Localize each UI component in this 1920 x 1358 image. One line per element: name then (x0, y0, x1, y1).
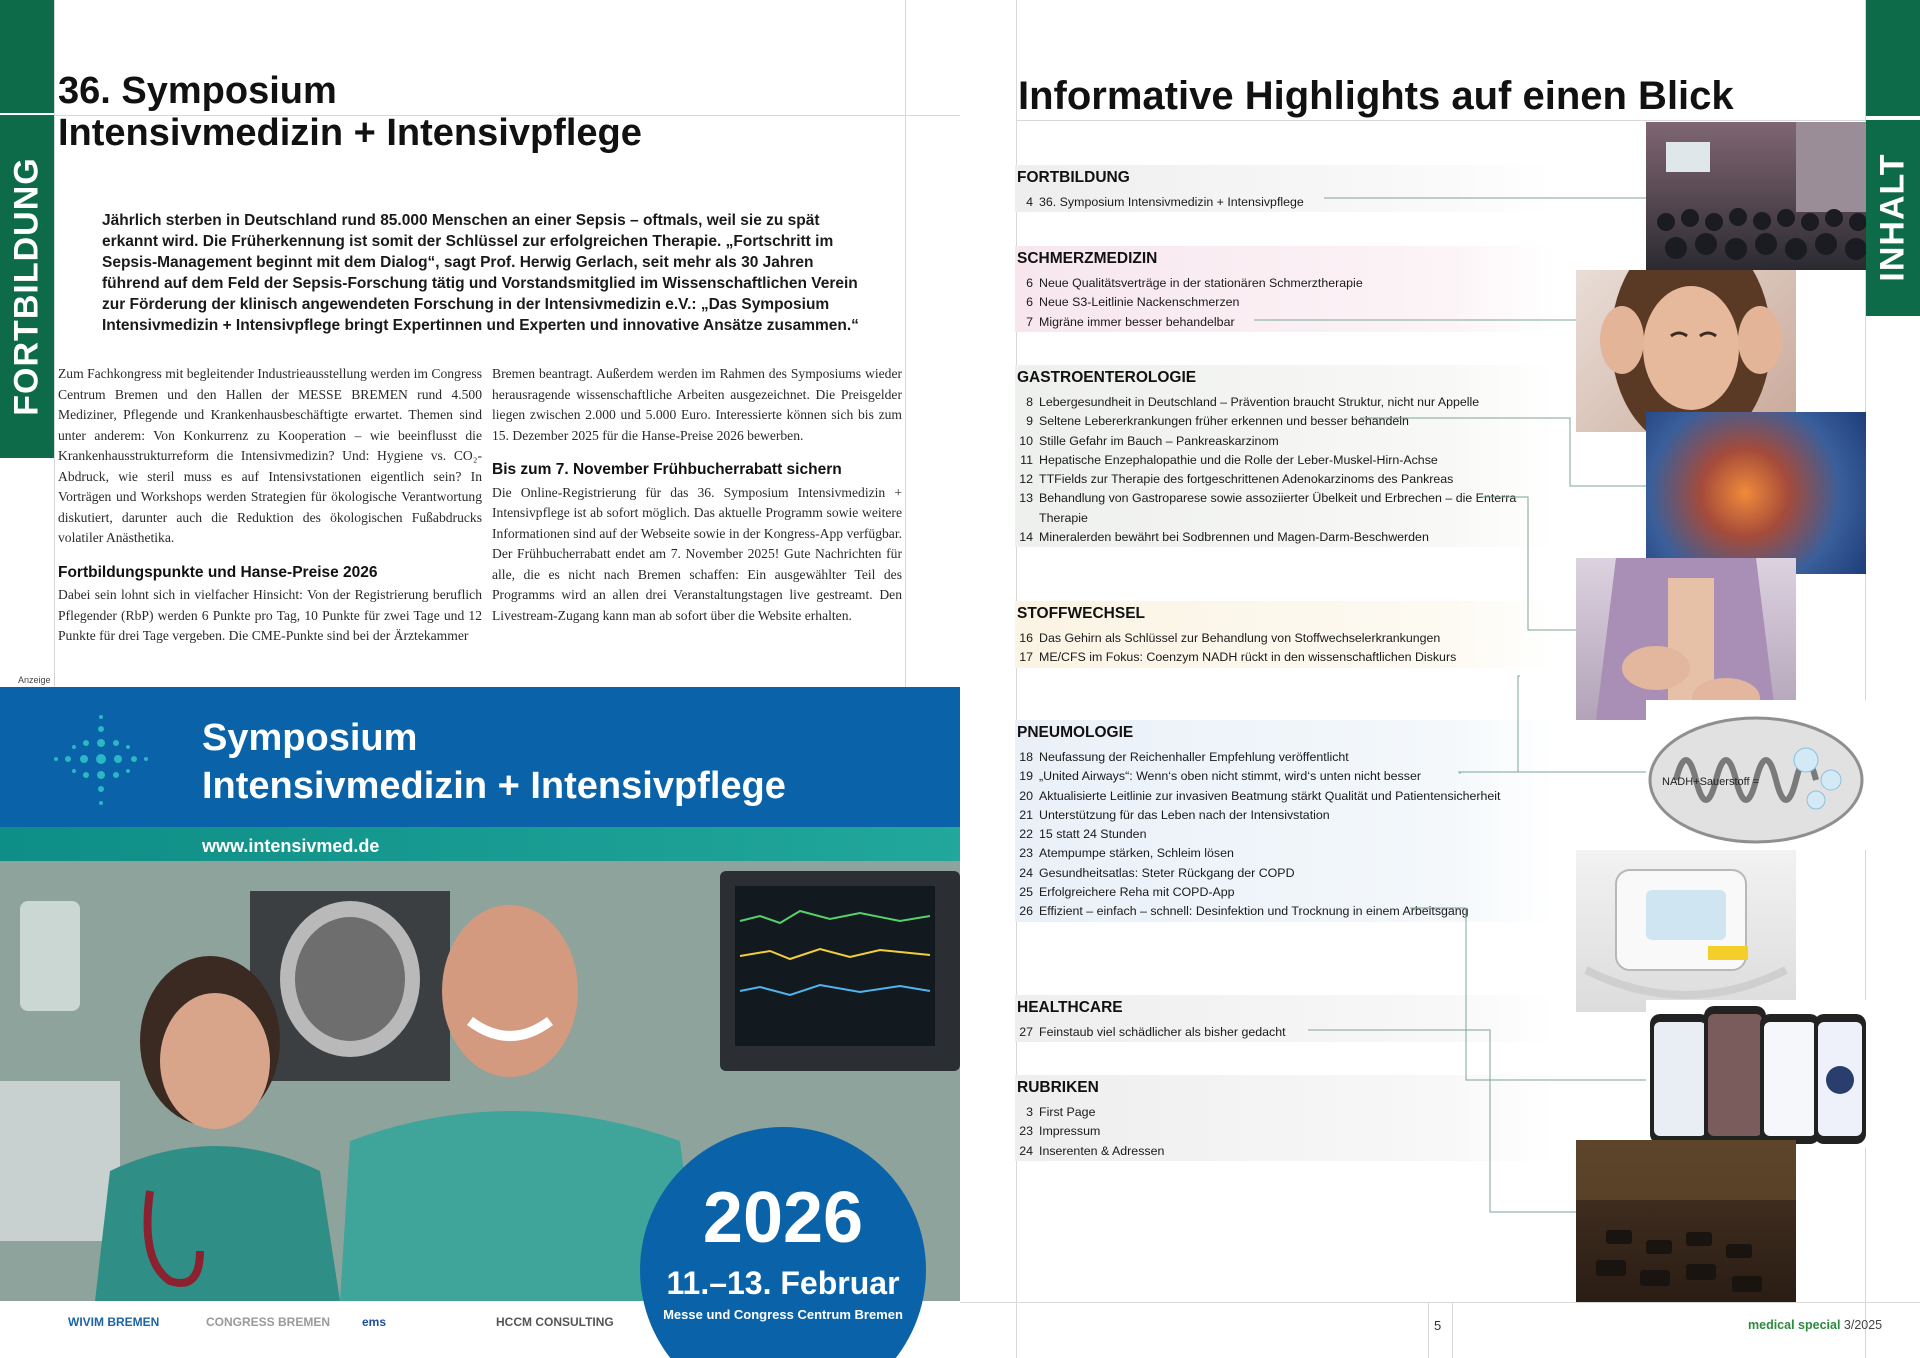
toc-entry-title: First Page (1039, 1105, 1096, 1119)
toc-section-heading: RUBRIKEN (1017, 1079, 1099, 1096)
toc-entry-title: Unterstützung für das Leben nach der Intensivstation (1039, 807, 1330, 822)
toc-page-number: 4 (1026, 195, 1033, 209)
toc-page-number: 8 (1026, 395, 1033, 409)
ad-title-line1: Symposium (202, 717, 418, 759)
section-tab (0, 115, 54, 458)
toc-entry-title: Behandlung von Gastroparese sowie assoziierter Übelkeit und Erbrechen – die Enterra Therapie (1039, 491, 1517, 525)
logo-wivim: WIVIM BREMEN (68, 1315, 160, 1329)
toc-entry-title: Seltene Lebererkrankungen früher erkennen und besser behandeln (1039, 414, 1409, 429)
toc-image-migraine-woman (1576, 270, 1796, 432)
toc-page-number: 11 (1020, 452, 1033, 467)
toc-page-number: 6 (1026, 295, 1033, 310)
toc-title: Informative Highlights auf einen Blick (1018, 74, 1734, 118)
toc-section-heading: PNEUMOLOGIE (1017, 724, 1134, 741)
toc-page-number: 12 (1019, 472, 1033, 487)
toc-entry-title: Neue Qualitätsverträge in der stationären Schmerztherapie (1039, 276, 1363, 290)
ad-header-band (0, 687, 960, 827)
toc-image-disinfection-device (1576, 850, 1796, 1012)
article-title-line1: 36. Symposium (58, 70, 337, 112)
migraine-woman-illustration (1576, 270, 1796, 432)
page-number: 5 (1434, 1318, 1442, 1333)
article-lead: Jährlich sterben in Deutschland rund 85.000 Menschen an einer Sepsis – oftmals, weil sie zu spät erkannt wird. Die Früherkennung ist somit der Schlüssel zur erfolgreichen Therapie. „Fortschritt im Sepsis-Management beginnt mit dem Dialog“, sagt Prof. Herwig Gerlach, seit mehr als 30 Jahren führend auf dem Feld der Sepsis-Forschung tätig und Vorstandsmitglied im Wissenschaftlichen Verein zur Förderung der klinisch angewendeten Forschung in der Intensivmedizin e.V.: „Das Symposium Intensivmedizin + Intensivpflege bringt Expertinnen und Experten und innovative Ansätze zusammen.“ (102, 212, 859, 334)
column2-heading: Bis zum 7. November Frühbucherrabatt sichern (492, 461, 842, 478)
toc-entry-title: Atempumpe stärken, Schleim lösen (1039, 846, 1234, 861)
column2-paragraph1: Bremen beantragt. Außerdem werden im Rahmen des Symposiums wieder herausragende wissenschaftliche Arbeiten ausgezeichnet. Die Preisgelder liegen zwischen 2.000 und 5.000 Euro. Interessierte können sich bis zum 15. Dezember 2025 für die Hanse-Preise 2026 bewerben. (492, 366, 902, 443)
ad-url-link[interactable]: www.intensivmed.de (202, 836, 380, 856)
toc-image-traffic-smog (1576, 1140, 1796, 1302)
toc-image-mitochondria-nadh (1646, 700, 1866, 850)
ad-dates: 11.–13. Februar (666, 1265, 900, 1301)
column1-paragraph2: Dabei sein lohnt sich in vielfacher Hinsicht: Von der Registrierung beruflich Pflegender (RbP) werden 6 Punkte pro Tag, 10 Punkte für zwei Tage und 12 Punkte für drei Tage vergeben. Die CME-Punkte sind bei der Ärztekammer (58, 587, 482, 643)
copd-app-illustration (1646, 1000, 1866, 1148)
magazine-name: medical special (1748, 1318, 1841, 1332)
toc-image-copd-app-phones (1646, 1000, 1866, 1148)
toc-page-number: 19 (1019, 769, 1033, 784)
toc-page-number: 6 (1026, 276, 1033, 290)
toc-page-number: 17 (1019, 650, 1033, 665)
inner-rule (54, 0, 55, 687)
toc-section-heading: HEALTHCARE (1017, 999, 1123, 1016)
toc-entry-title: Feinstaub viel schädlicher als bisher gedacht (1039, 1025, 1286, 1039)
toc-entry-title: Inserenten & Adressen (1039, 1143, 1165, 1158)
toc-section-heading: GASTROENTEROLOGIE (1017, 369, 1197, 386)
toc-page-number: 18 (1019, 750, 1033, 764)
toc-section-heading: FORTBILDUNG (1017, 169, 1130, 186)
toc-page-number: 24 (1019, 865, 1033, 880)
disinfection-device-illustration (1576, 850, 1796, 1012)
ad-title-line2: Intensivmedizin + Intensivpflege (202, 765, 786, 807)
toc-page-number: 7 (1026, 314, 1033, 329)
toc-section-heading: STOFFWECHSEL (1017, 605, 1146, 622)
toc-page-number: 26 (1019, 904, 1033, 919)
column2-paragraph2: Die Online-Registrierung für das 36. Symposium Intensivmedizin + Intensivpflege ist ab sofort möglich. Das aktuelle Programm sowie weitere Informationen sind auf der Webseite sowie in der Kongress-App verfügbar. Der Frühbucherrabatt endet am 7. November 2025! Gute Nachrichten für alle, die es nicht nach Bremen schaffen: Ein ausgewählter Teil des Programms wird an allen drei Veranstaltungstagen live gestreamt. Den Livestream-Zugang kann man ab sofort über die Website erhalten. (492, 484, 902, 623)
toc-entry-title: „United Airways“: Wenn‘s oben nicht stimmt, wird‘s unten nicht besser (1039, 769, 1421, 784)
column1-paragraph1: Zum Fachkongress mit begleitender Industrieausstellung werden im Congress Centrum Bremen und den Hallen der MESSE BREMEN rund 4.500 Mediziner, Pflegende und Krankenhausbeschäftigte erwartet. Themen sind unter anderem: Von Konkurrenz zu Kooperation – wie beeinflusst die Krankenhausstrukturreform die Intensivmedizin? Und: Hygiene vs. CO₂-Abdruck, wie steril muss es auf Intensivstationen eigentlich sein? In Vorträgen und Workshops werden Strategien für ökologische Verantwortung diskutiert, darunter auch die Reduktion des ökologischen Fußabdrucks volatiler Anästhetika. (58, 366, 482, 545)
patient-chest-illustration (1576, 558, 1796, 720)
toc-entry-title: TTFields zur Therapie des fortgeschrittenen Adenokarzinoms des Pankreas (1039, 472, 1454, 487)
toc-entry-title: Das Gehirn als Schlüssel zur Behandlung von Stoffwechselerkrankungen (1039, 631, 1441, 645)
logo-congress-bremen: CONGRESS BREMEN (206, 1315, 331, 1329)
toc-entry-title: Mineralerden bewährt bei Sodbrennen und Magen-Darm-Beschwerden (1039, 530, 1429, 545)
toc-page-number: 14 (1019, 530, 1033, 545)
logo-hccm: HCCM CONSULTING (496, 1315, 614, 1329)
toc-entry-title: Effizient – einfach – schnell: Desinfektion und Trocknung in einem Arbeitsgang (1039, 904, 1469, 919)
traffic-smog-illustration (1576, 1140, 1796, 1302)
conference-audience-illustration (1646, 122, 1866, 270)
toc-entry-title: Impressum (1039, 1124, 1101, 1139)
toc-entry-title: Neue S3-Leitlinie Nackenschmerzen (1039, 295, 1240, 310)
magazine-footer (1748, 1318, 1882, 1332)
toc-entry-title: Hepatische Enzephalopathie und die Rolle der Leber-Muskel-Hirn-Achse (1039, 452, 1438, 467)
toc-entry-title: ME/CFS im Fokus: Coenzym NADH rückt in den wissenschaftlichen Diskurs (1039, 650, 1457, 665)
toc-entry-title: Migräne immer besser behandelbar (1039, 314, 1235, 329)
toc-image-conference-audience (1646, 122, 1866, 270)
article-column-1 (58, 364, 482, 647)
toc-page-number: 23 (1019, 846, 1033, 861)
mitochondria-illustration (1646, 700, 1866, 850)
ad-label: Anzeige (18, 675, 51, 685)
toc-image-liver (1646, 412, 1866, 574)
toc-page-number: 13 (1019, 491, 1033, 506)
article-title-line2: Intensivmedizin + Intensivpflege (58, 112, 642, 154)
toc-page-number: 10 (1019, 433, 1033, 448)
toc-entry-title: Neufassung der Reichenhaller Empfehlung veröffentlicht (1039, 750, 1349, 764)
toc-page-number: 24 (1019, 1143, 1033, 1158)
ad-venue: Messe und Congress Centrum Bremen (663, 1307, 903, 1322)
toc-tab-label: INHALT (1873, 152, 1912, 282)
magazine-issue: 3/2025 (1843, 1318, 1883, 1332)
toc-entry-title: Lebergesundheit in Deutschland – Prävention braucht Struktur, nicht nur Appelle (1039, 395, 1480, 409)
right-page (960, 0, 1920, 1358)
toc-entry-title: Erfolgreichere Reha mit COPD-App (1039, 885, 1235, 900)
toc-entry-title: Gesundheitsatlas: Steter Rückgang der COPD (1039, 865, 1295, 880)
toc-page-number: 3 (1026, 1105, 1033, 1119)
article-column-2 (492, 364, 902, 626)
toc-page-number: 23 (1019, 1124, 1033, 1139)
toc-entry-title: Aktualisierte Leitlinie zur invasiven Beatmung stärkt Qualität und Patientensicherheit (1039, 788, 1501, 803)
toc-page-number: 25 (1019, 885, 1033, 900)
toc-page-number: 27 (1019, 1025, 1033, 1039)
toc-page-number: 22 (1019, 827, 1033, 842)
article-title (58, 70, 938, 154)
symposium-advertisement[interactable] (0, 687, 960, 1358)
logo-ems: ems (362, 1315, 387, 1329)
column1-heading: Fortbildungspunkte und Hanse-Preise 2026 (58, 563, 378, 581)
toc-section-heading: SCHMERZMEDIZIN (1017, 250, 1158, 267)
toc-entry-title: 15 statt 24 Stunden (1039, 827, 1147, 842)
nadh-label: NADH+Sauerstoff = (1662, 776, 1760, 788)
section-tab-top (0, 0, 54, 115)
section-tab-label: FORTBILDUNG (7, 157, 46, 416)
toc-page-number: 16 (1019, 631, 1033, 645)
toc-entry-title: Stille Gefahr im Bauch – Pankreaskarzinom (1039, 433, 1279, 448)
toc-entry-title: 36. Symposium Intensivmedizin + Intensivpflege (1039, 195, 1304, 209)
toc-page-number: 21 (1019, 807, 1033, 822)
toc-page-number: 20 (1019, 788, 1033, 803)
ad-year: 2026 (702, 1178, 864, 1258)
toc-page-number: 9 (1026, 414, 1033, 429)
dots-logo-icon (46, 707, 156, 817)
toc-image-patient-chest (1576, 558, 1796, 720)
